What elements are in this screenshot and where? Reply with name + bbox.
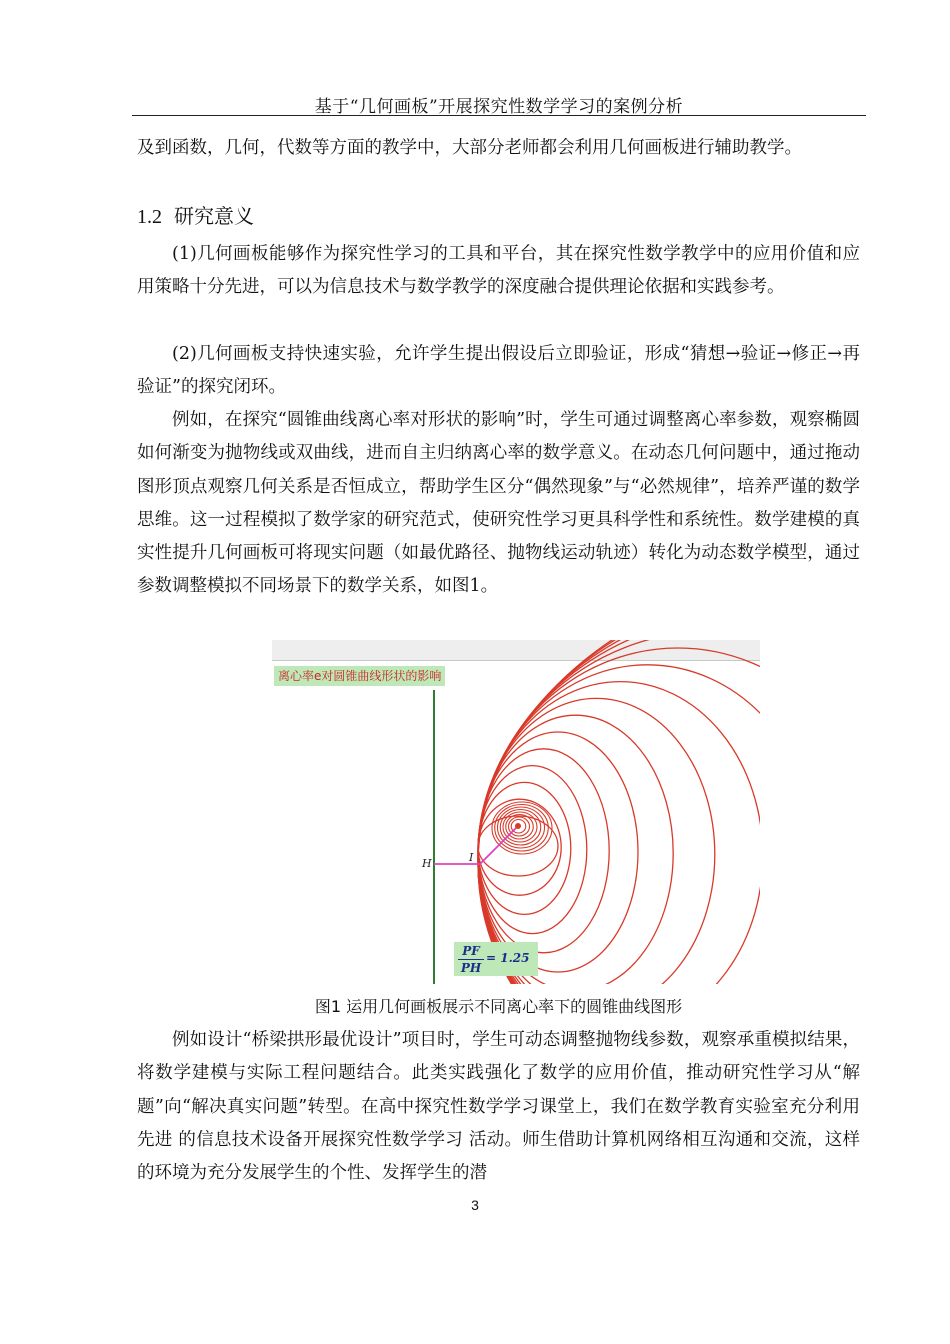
figure-caption: 图1 运用几何画板展示不同离心率下的圆锥曲线图形 [314, 997, 683, 1016]
page-number: 3 [471, 1197, 479, 1213]
conic-curve-group [478, 640, 760, 984]
conic-curve [478, 732, 638, 972]
conic-curve [478, 749, 609, 953]
fraction-numerator: PF [462, 944, 480, 958]
focal-segment [480, 826, 518, 864]
fraction-denominator: PH [460, 961, 482, 975]
paragraph-intro: 及到函数，几何，代数等方面的教学中，大部分老师都会利用几何画板进行辅助教学。 [137, 138, 802, 158]
paragraph-1: (1)几何画板能够作为探究性学习的工具和平台，其在探究性数学教学中的应用价值和应用策略十分先进，可以为信息技术与数学教学的深度融合提供理论依据和实践参考。 [137, 244, 860, 298]
point-label-i: I [469, 851, 474, 864]
focus-point [515, 823, 521, 829]
section-number: 1.2 [137, 206, 162, 228]
point-label-h: H [422, 857, 432, 870]
running-header: 基于“几何画板”开展探究性数学学习的案例分析 [314, 97, 684, 117]
conic-curve [478, 799, 561, 895]
eccentricity-readout [454, 942, 538, 976]
figure-conic-sections [272, 640, 760, 984]
ratio-value: = 1.25 [486, 951, 530, 965]
section-heading [137, 200, 254, 229]
paragraph-2: (2)几何画板支持快速实验，允许学生提出假设后立即验证，形成“猜想→验证→修正→再验证”的探究闭环。 [137, 344, 860, 398]
paragraph-3: 例如，在探究“圆锥曲线离心率对形状的影响”时，学生可通过调整离心率参数，观察椭圆如何渐变为抛物线或双曲线，进而自主归纳离心率的数学意义。在动态几何问题中，通过拖动图形顶点观察几何关系是否恒成立，帮助学生区分“偶然现象”与“必然规律”，培养严谨的数学思维。这一过程模拟了数学家的研究范式，使研究性学习更具科学性和系统性。数学建模的真实性提升几何画板可将现实问题（如最优路径、抛物线运动轨迹）转化为动态数学模型，通过参数调整模拟不同场景下的数学关系，如图1。 [137, 410, 860, 597]
header-rule [132, 115, 866, 116]
section-title: 研究意义 [174, 204, 254, 228]
paragraph-4: 例如设计“桥梁拱形最优设计”项目时，学生可动态调整抛物线参数，观察承重模拟结果，将数学建模与实际工程问题结合。此类实践强化了数学的应用价值，推动研究性学习从“解题”向“解决真实问题”转型。在高中探究性数学学习课堂上，我们在数学教育实验室充分利用先进 的信息技术设备开展探究性数学学习 活动。师生借助计算机网络相互沟通和交流，这样的环境为充分发展学生的个性、发挥学生的潜 [137, 1030, 860, 1184]
ratio-fraction [458, 944, 484, 975]
figure-title-label: 离心率e对圆锥曲线形状的影响 [274, 666, 445, 686]
conic-curves-canvas [272, 640, 760, 984]
